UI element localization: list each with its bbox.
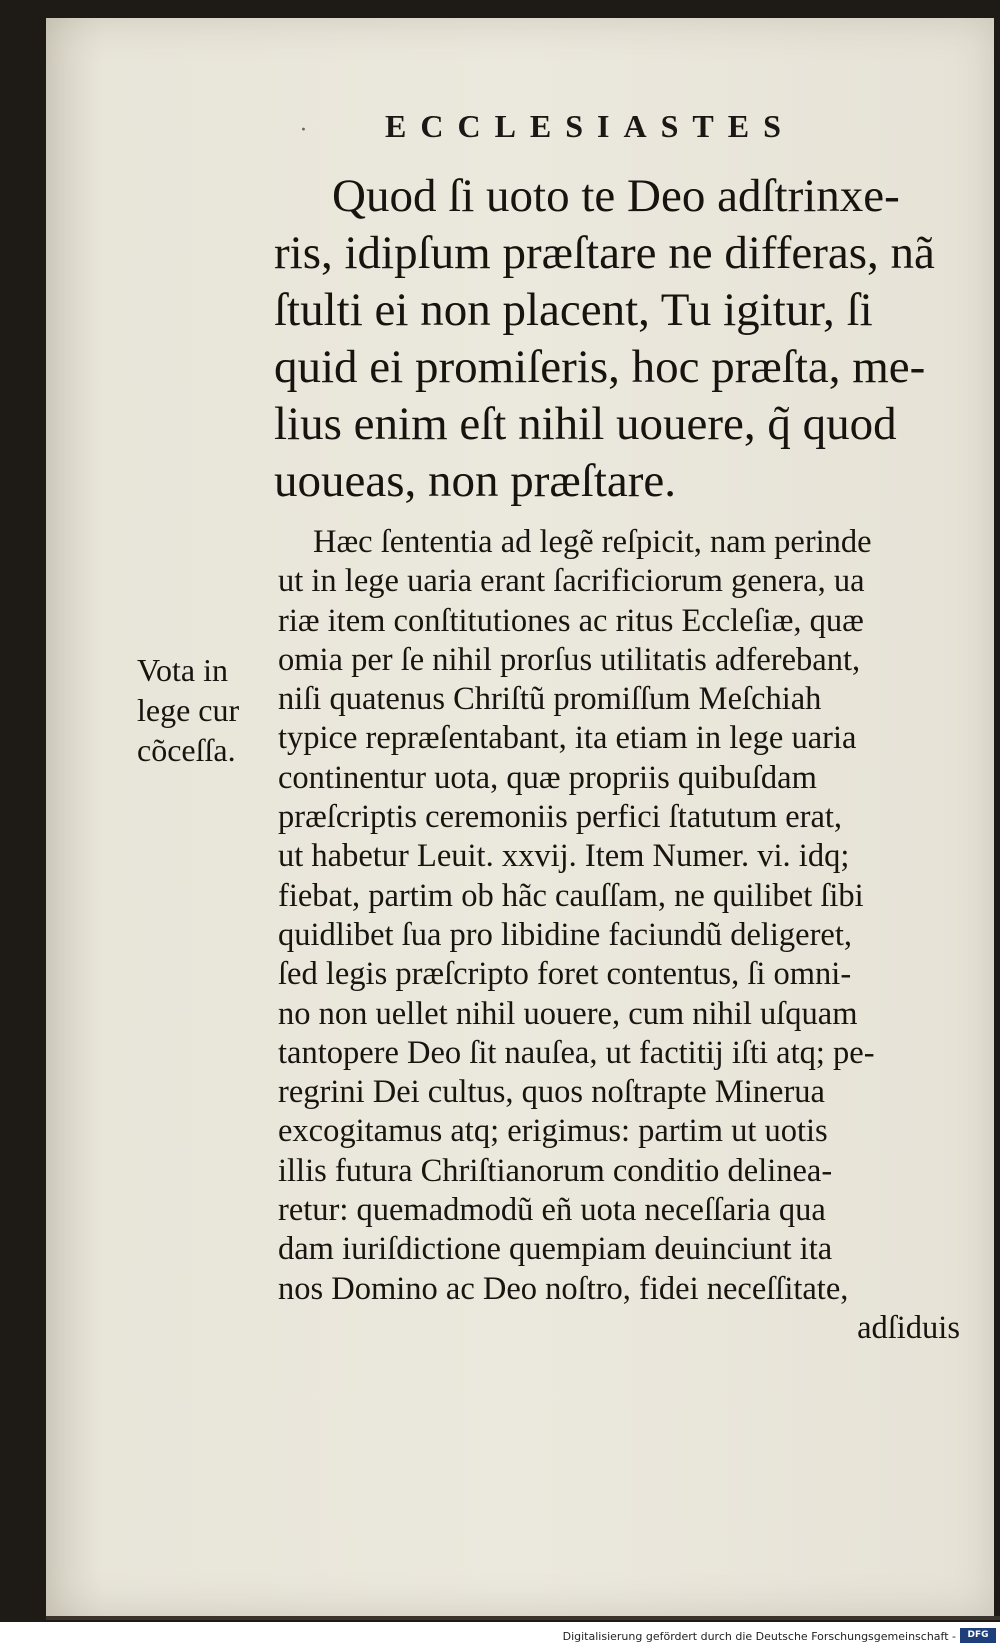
marginal-note	[137, 650, 267, 770]
marginal-line: cõceſſa.	[137, 732, 236, 768]
commentary-line: no non uellet nihil uouere, cum nihil uſquam	[278, 995, 858, 1032]
ink-mark: ·	[300, 118, 307, 143]
commentary-line: Hæc ſententia ad legẽ reſpicit, nam perinde	[313, 524, 872, 560]
commentary-line: excogitamus atq; erigimus: partim ut uotis	[278, 1113, 828, 1150]
footer-bar	[0, 1622, 1000, 1652]
commentary-line: riæ item conſtitutiones ac ritus Eccleſiæ, quæ	[278, 602, 864, 639]
commentary-line: quidlibet ſua pro libidine faciundũ deligeret,	[278, 916, 853, 953]
marginal-line: Vota in	[137, 652, 228, 688]
commentary-line: retur: quemadmodũ eñ uota neceſſaria qua	[278, 1192, 826, 1229]
verse-line: uoueas, non præſtare.	[274, 455, 677, 507]
commentary-line: regrini Dei cultus, quos noſtrapte Minerua	[278, 1074, 825, 1111]
dfg-logo-icon[interactable]: DFG	[960, 1628, 996, 1643]
commentary-line: dam iuriſdictione quempiam deuinciunt ita	[278, 1231, 833, 1268]
verse-line: ris, idipſum præſtare ne differas, nã	[274, 227, 935, 279]
page-edge	[46, 1616, 1000, 1620]
funding-credit: Digitalisierung gefördert durch die Deutsche Forschungsgemeinschaft -	[562, 1630, 956, 1643]
commentary-line: ut habetur Leuit. xxvij. Item Numer. vi. idq;	[278, 838, 850, 875]
verse-text	[274, 168, 954, 510]
commentary-line: niſi quatenus Chriſtũ promiſſum Meſchiah	[278, 681, 822, 718]
commentary-line: ſed legis præſcripto foret contentus, ſi omni-	[278, 956, 852, 993]
running-header: ECCLESIASTES	[385, 108, 795, 144]
commentary-line: nos Domino ac Deo noſtro, fidei neceſſitate,	[278, 1270, 849, 1307]
commentary-line: typice repræſentabant, ita etiam in lege uaria	[278, 720, 857, 757]
commentary-line: tantopere Deo ſit nauſea, ut factitij iſti atq; pe-	[278, 1034, 875, 1071]
verse-line: ſtulti ei non placent, Tu igitur, ſi	[274, 284, 873, 336]
commentary-line: præſcriptis ceremoniis perfici ſtatutum erat,	[278, 799, 843, 836]
commentary-text	[278, 523, 968, 1348]
verse-line: quid ei promiſeris, hoc præſta, me-	[274, 341, 926, 393]
commentary-line: fiebat, partim ob hãc cauſſam, ne quilibet ſibi	[278, 877, 864, 914]
marginal-line: lege cur	[137, 692, 240, 728]
catchword: adſiduis	[857, 1309, 960, 1346]
commentary-line: ut in lege uaria erant ſacrificiorum genera, ua	[278, 563, 865, 600]
commentary-line: omia per ſe nihil prorſus utilitatis adferebant,	[278, 641, 861, 678]
commentary-line: continentur uota, quæ propriis quibuſdam	[278, 759, 817, 796]
commentary-line: illis futura Chriſtianorum conditio delinea-	[278, 1152, 833, 1189]
verse-line: lius enim eſt nihil uouere, q̃ quod	[274, 398, 897, 450]
verse-line: Quod ſi uoto te Deo adſtrinxe-	[332, 170, 900, 222]
